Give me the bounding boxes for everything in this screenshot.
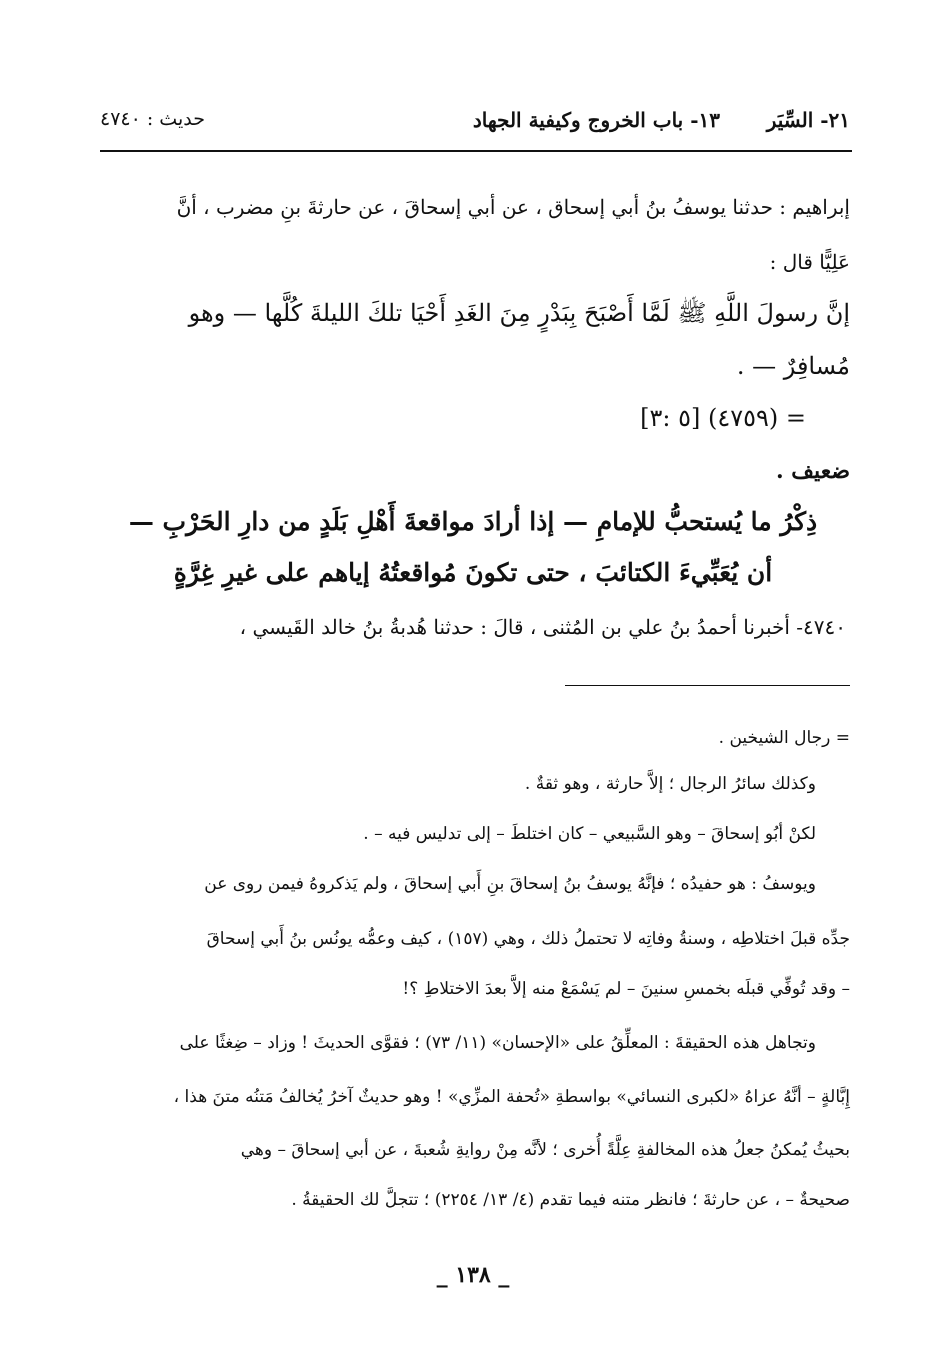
footnote-line-2: وكذلك سائرُ الرجال ؛ إلاَّ حارثة ، وهو ثقةٌ .	[524, 774, 816, 794]
footnote-line-10: صحيحةٌ – ، عن حارثةَ ؛ فانظر متنه فيما تقدم (٤/ ١٣/ ٢٢٥٤) ؛ تتجلَّ لك الحقيقةُ .	[291, 1190, 850, 1210]
isnad-line-2: عَلِيًّا قال :	[769, 250, 850, 274]
footnote-line-3: لكنْ أبُو إسحاقَ – وهو السَّبيعي – كان اختلطَ – إلى تدليس فيه – .	[363, 824, 816, 844]
footnote-line-4: ويوسفُ : هو حفيدُه ؛ فإنَّهُ يوسفُ بنُ إسحاقَ بنِ أَبي إسحاقَ ، ولم يَذكروهُ فيمن روى عن	[204, 874, 816, 894]
next-hadith-isnad: ٤٧٤٠- أخبرنا أحمدُ بنُ علي بن المُثنى ، قالَ : حدثنا هُدبةُ بنُ خالد القَيسي ،	[239, 615, 846, 639]
section-heading-line-2: أن يُعَبِّيءَ الكتائبَ ، حتى تكونَ مُواقعتُهُ إياهم على غيرِ غِرَّةٍ	[173, 558, 773, 587]
footnote-line-5: جدِّه قبلَ اختلاطِه ، وسنةُ وفاتِه لا تحتملُ ذلك ، وهي (١٥٧) ، كيف وعمُّه يونُس بنُ أَبي إسحاقَ	[206, 929, 850, 949]
hadith-grade: ضعيف .	[775, 458, 850, 484]
running-header	[100, 108, 850, 138]
footnote-line-7: وتجاهل هذه الحقيقةَ : المعلِّقُ على «الإحسان» (١١/ ٧٣) ؛ فقوَّى الحديثَ ! وزاد – ضِغثًا على	[179, 1033, 816, 1053]
header-book-title: ٢١- السِّيَر	[766, 108, 850, 132]
footnote-line-6: – وقد تُوفِّي قبلَه بخمسِ سنينَ – لم يَسْمَعْ منه إلاَّ بعدَ الاختلاطِ ؟!	[402, 979, 850, 999]
header-divider	[100, 150, 852, 152]
section-heading-line-1: ذِكْرُ ما يُستحبُّ للإمامِ — إذا أرادَ مواقعةَ أَهْلِ بَلَدٍ من دارِ الحَرْبِ —	[128, 507, 818, 536]
hadith-text-line-1: إنَّ رسولَ اللَّهِ ﷺ لَمَّا أَصْبَحَ بِبَدْرٍ مِنَ الغَدِ أَحْيَا تلكَ الليلةَ كُلَّها — وهو	[188, 299, 850, 327]
page-number: _ ١٣٨ _	[436, 1262, 510, 1288]
footnote-divider	[565, 685, 850, 686]
isnad-line-1: إبراهيم : حدثنا يوسفُ بنُ أبي إسحاق ، عن أبي إسحاقَ ، عن حارثةَ بنِ مضرب ، أنَّ	[176, 195, 850, 219]
footnote-line-8: إِبَّالةٍ – أنَّهُ عزاهُ «لكبرى النسائي» بواسطةِ «تُحفة المزِّي» ! وهو حديثٌ آخرُ يُخالفُ مَتنُه متنَ هذا ،	[173, 1087, 850, 1107]
header-chapter-title: ١٣- باب الخروج وكيفية الجهاد	[472, 108, 720, 132]
hadith-text-line-2: مُسافِرٌ — .	[736, 352, 850, 380]
header-hadith-number: حديث : ٤٧٤٠	[100, 108, 205, 130]
cross-reference: = (٤٧٥٩) [٥ :٣]	[640, 404, 806, 432]
footnote-line-1: = رجال الشيخين .	[718, 728, 850, 748]
footnote-line-9: بحيثُ يُمكنُ جعلُ هذه المخالفةِ عِلَّةً أُخرى ؛ لأنَّه مِنْ روايةِ شُعبةَ ، عن أبي إسحاقَ – وهي	[240, 1140, 850, 1160]
